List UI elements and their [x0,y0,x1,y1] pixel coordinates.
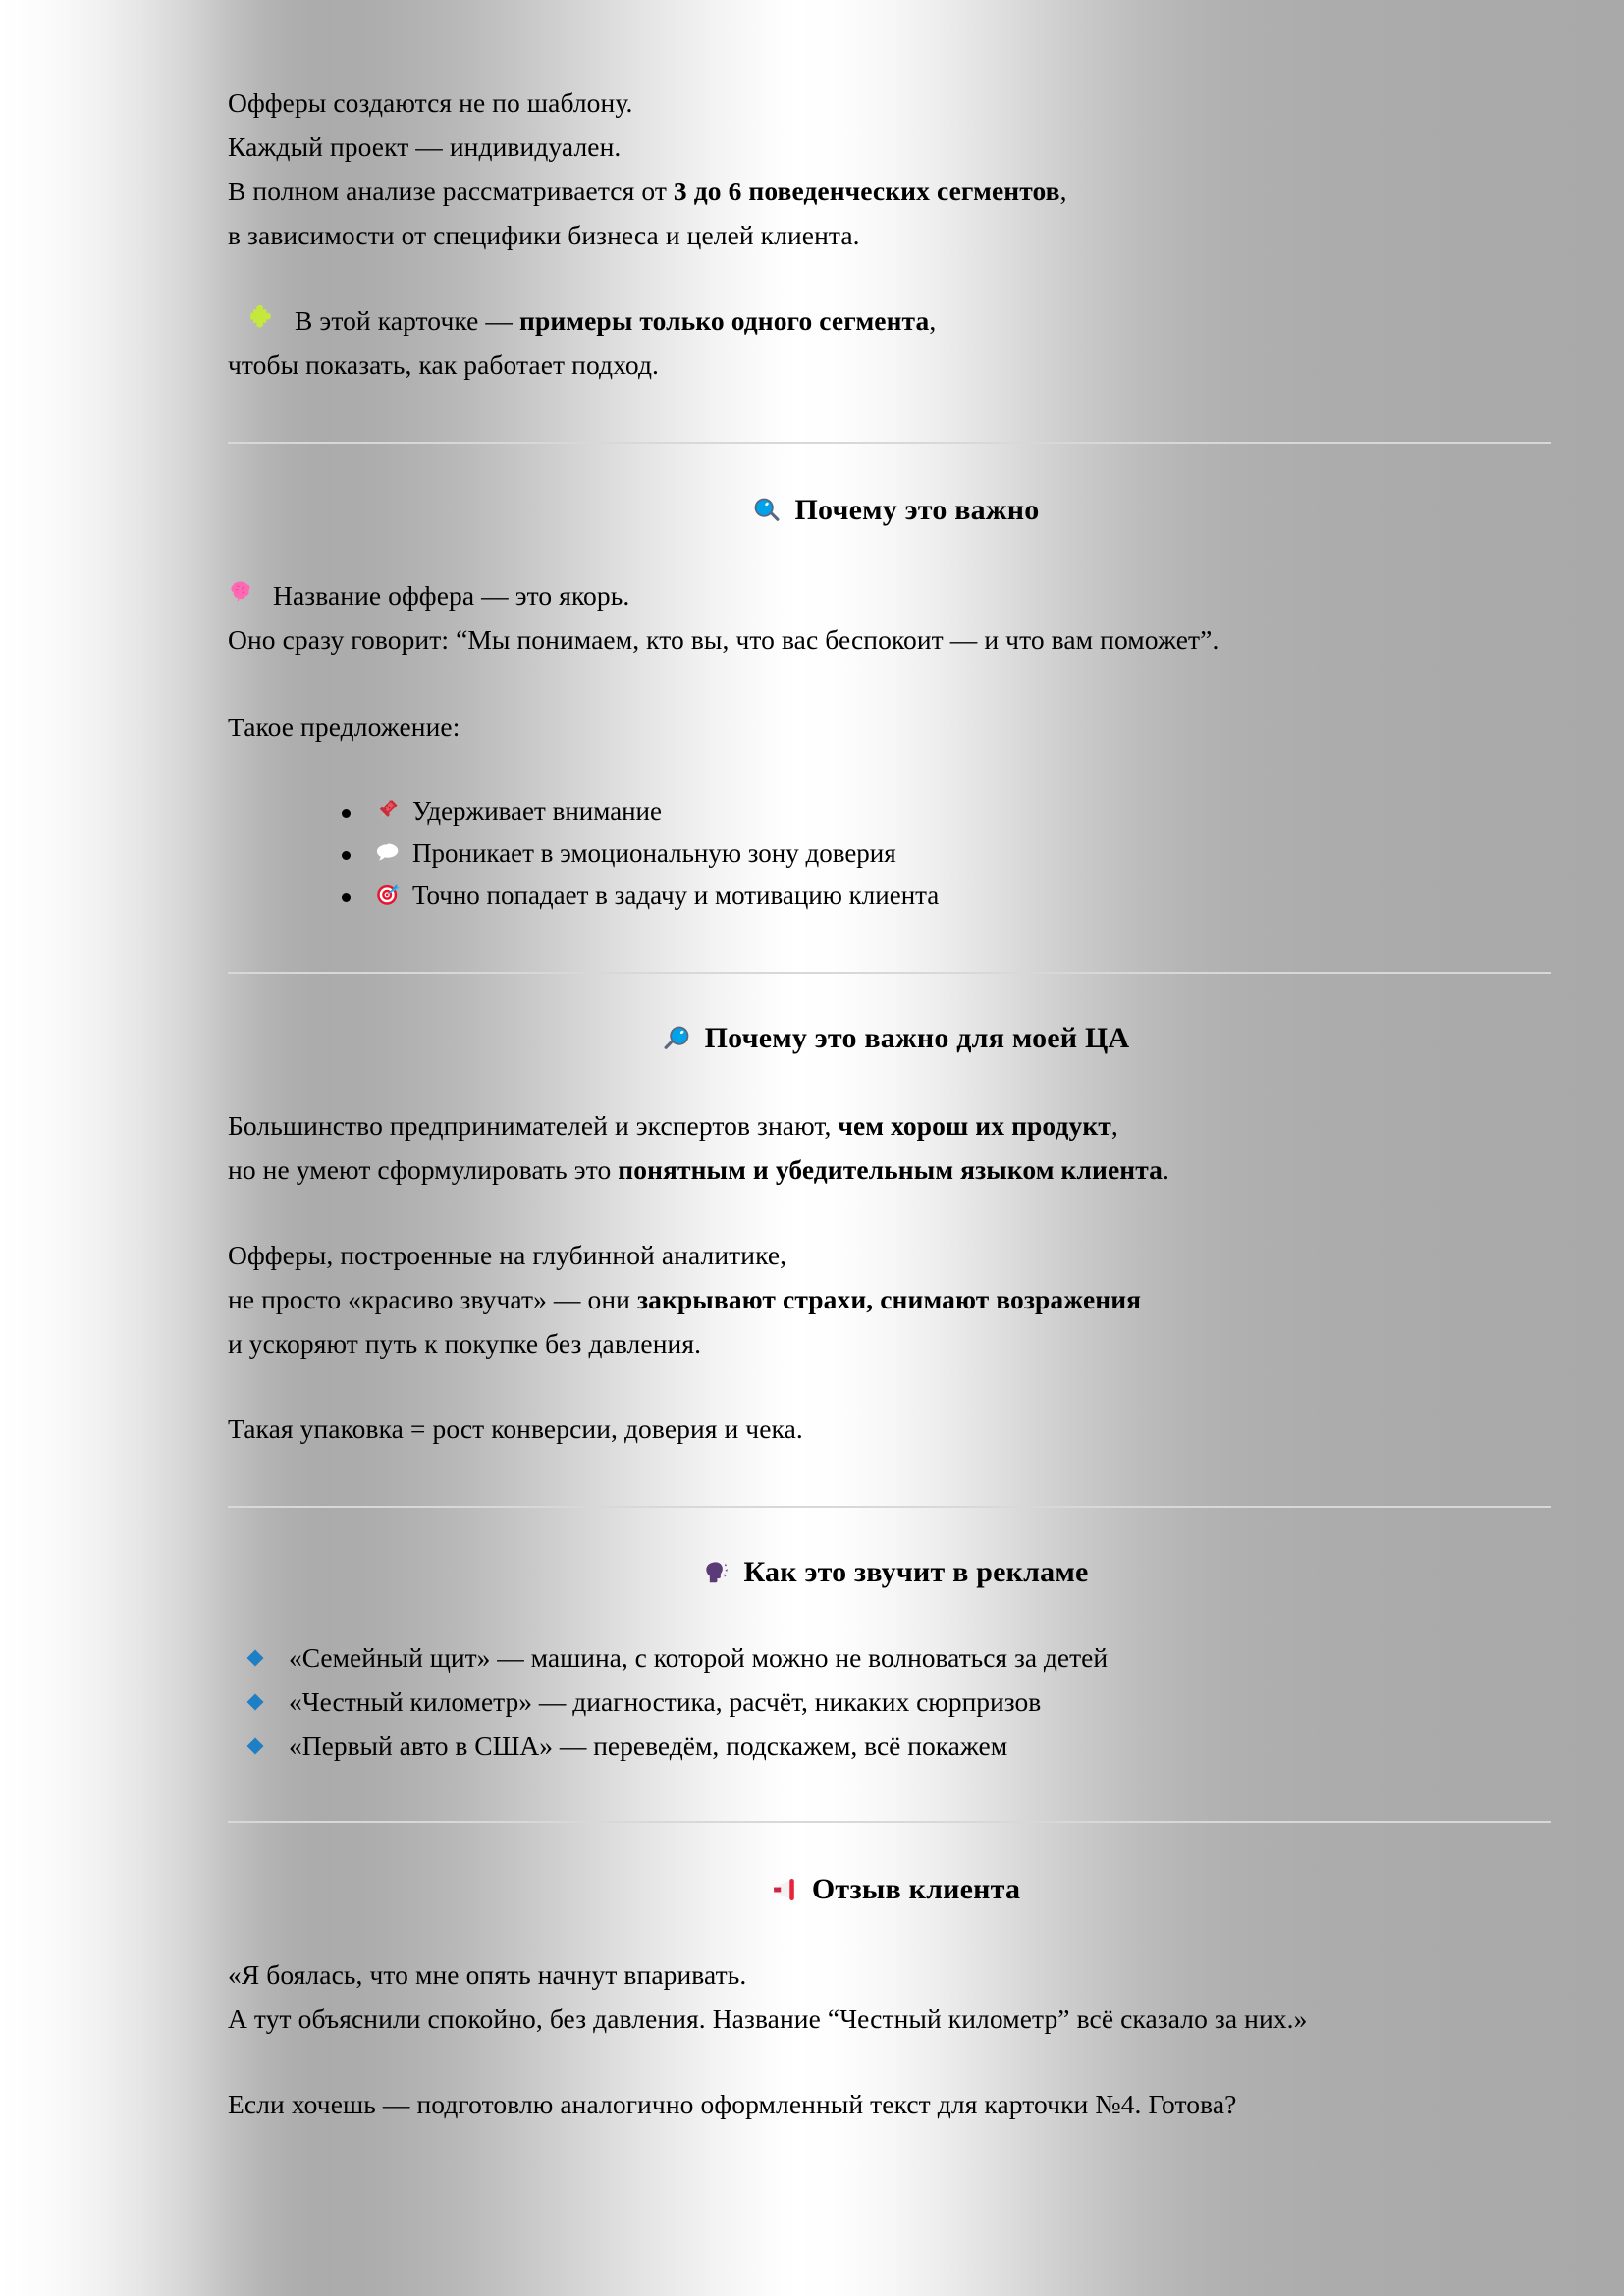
intro-line-3 [228,169,1563,213]
spacer [228,1592,1563,1635]
spacer [228,387,1563,442]
audience-paragraph-2 [228,1233,1563,1365]
client-quote-line-1: «Я боялась, что мне опять начнут впаривать. [228,1959,747,1990]
audience-paragraph-3: Такая упаковка = рост конверсии, доверия и чека. [228,1414,803,1444]
spacer [228,1365,1563,1407]
spacer [228,749,1563,790]
spacer [228,1768,1563,1821]
magnifying-glass-right-icon [752,496,782,525]
magnifying-glass-left-icon [662,1024,691,1053]
speaking-head-icon [703,1559,731,1586]
intro-line-3-bold: 3 до 6 поведенческих сегментов [673,176,1060,206]
intro-note-bold: примеры только одного сегмента [519,305,930,336]
intro-note-c: , [929,305,937,336]
list-item [342,875,1563,917]
intro-note [228,298,1563,343]
anchor-line-text: Название оффера — это якорь. [273,580,630,611]
spacer [228,530,1563,573]
intro-line-4: в зависимости от специфики бизнеса и целей клиента. [228,220,860,250]
dart-target-icon [375,881,401,907]
list-item-text: Точно попадает в задачу и мотивацию клиента [412,881,940,910]
audience-line-1-c: , [1110,1110,1118,1141]
audience-line-1 [228,1103,1563,1148]
list-item: «Семейный щит» — машина, с которой можно не волноваться за детей [245,1635,1563,1680]
closing-question: Если хочешь — подготовлю аналогично оформленный текст для карточки №4. Готова? [228,2089,1237,2119]
spacer [228,1909,1563,1952]
spacer [228,257,1563,298]
document-content [228,0,1563,2126]
audience-line-3: Офферы, построенные на глубинной аналитике, [228,1240,787,1270]
spacer [228,974,1563,1019]
spacer [228,1508,1563,1553]
section-heading-client-review [228,1870,1563,1909]
megaphone-icon [771,1876,798,1903]
spacer [228,1192,1563,1233]
section-heading-why-for-my-audience [228,1019,1563,1058]
benefit-list [228,790,1563,917]
audience-line-2-a: но не умеют сформулировать это [228,1154,619,1185]
spacer [228,444,1563,491]
audience-line-4 [228,1277,1563,1321]
speech-balloon-icon [375,839,401,865]
spacer [228,2041,1563,2082]
list-item [342,832,1563,875]
list-item [342,790,1563,832]
brain-icon [228,578,253,604]
audience-line-2-c: . [1163,1154,1169,1185]
spacer [228,1451,1563,1506]
audience-line-4-bold: закрывают страхи, снимают возражения [636,1284,1142,1314]
ad-examples-list [228,1635,1563,1768]
intro-line-2: Каждый проект — индивидуален. [228,132,622,162]
lead-in-text: Такое предложение: [228,712,460,742]
section-heading-why-important [228,491,1563,530]
audience-paragraph-1 [228,1103,1563,1192]
intro-line-3-c: , [1059,176,1067,206]
section-heading-text: Почему это важно для моей ЦА [704,1022,1130,1054]
spacer [228,1823,1563,1870]
audience-line-1-bold: чем хорош их продукт [838,1110,1111,1141]
audience-line-1-a: Большинство предпринимателей и экспертов знают, [228,1110,839,1141]
intro-note-line-2: чтобы показать, как работает подход. [228,349,660,380]
audience-line-4-a: не просто «красиво звучат» — они [228,1284,637,1314]
intro-note-a: В этой карточке — [295,305,520,336]
anchor-quote-line: Оно сразу говорит: “Мы понимаем, кто вы, что вас беспокоит — и что вам поможет”. [228,624,1219,655]
client-quote [228,1952,1563,2041]
spacer [228,662,1563,705]
audience-line-5: и ускоряют путь к покупке без давления. [228,1328,702,1359]
list-item: «Честный километр» — диагностика, расчёт, никаких сюрпризов [245,1680,1563,1724]
list-item: «Первый авто в США» — переведём, подскажем, всё покажем [245,1724,1563,1768]
spacer [228,917,1563,972]
section-heading-text: Отзыв клиента [811,1873,1021,1905]
section-heading-text: Почему это важно [794,494,1040,526]
puzzle-piece-icon [249,303,276,330]
list-item-text: Проникает в эмоциональную зону доверия [412,838,896,868]
section-heading-text: Как это звучит в рекламе [743,1556,1089,1588]
spacer [228,1058,1563,1103]
anchor-line [228,573,1563,617]
section-heading-how-it-sounds [228,1553,1563,1592]
audience-line-2-bold: понятным и убедительным языком клиента [618,1154,1164,1185]
client-quote-line-2: А тут объяснили спокойно, без давления. Название “Честный километр” всё сказало за них.» [228,2003,1308,2034]
pushpin-icon [375,797,401,823]
audience-line-2 [228,1148,1563,1192]
intro-paragraph [228,80,1563,257]
list-item-text: Удерживает внимание [412,796,662,826]
intro-line-1: Офферы создаются не по шаблону. [228,87,633,118]
intro-line-3-a: В полном анализе рассматривается от [228,176,674,206]
